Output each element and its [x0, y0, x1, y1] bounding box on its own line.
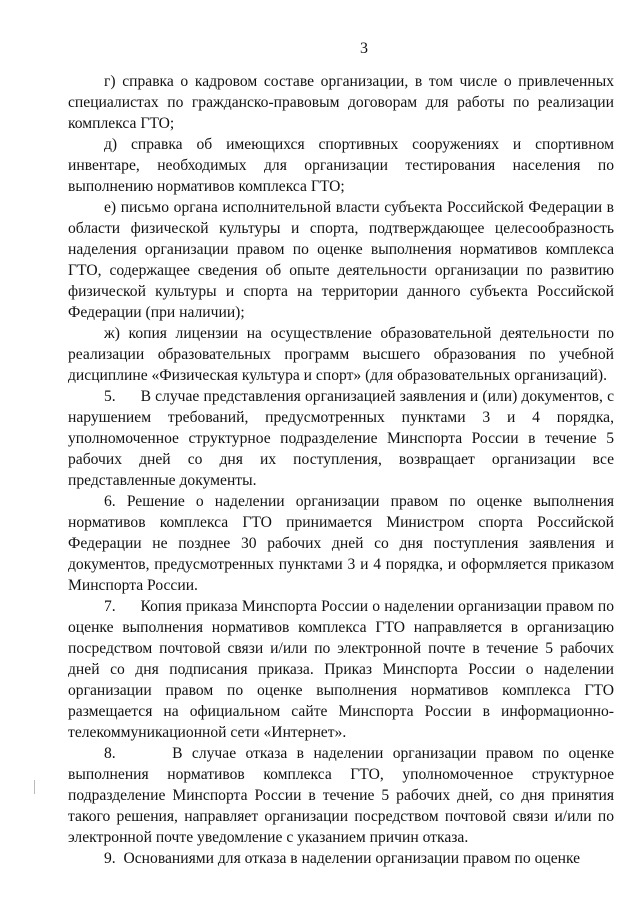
paragraph-clause-7: 7. Копия приказа Минспорта России о наделении организации правом по оценке выполнения нормативов комплекса ГТО направляется в организацию посредством почтовой связи и/или по электронной почте в течение 5 рабочих дней со дня подписания приказа. Приказ Минспорта России о наделении организации правом по оценке выполнения нормативов комплекса ГТО размещается на официальном сайте Минспорта России в информационно-телекоммуникационной сети «Интернет». [68, 598, 614, 741]
page-number: 3 [360, 40, 368, 57]
paragraph-item-d: д) справка об имеющихся спортивных сооружениях и спортивном инвентаре, необходимых для организации тестирования населения по выполнению нормативов комплекса ГТО; [68, 136, 614, 195]
paragraph-clause-5: 5. В случае представления организацией заявления и (или) документов, с нарушением требований, предусмотренных пунктами 3 и 4 порядка, уполномоченное структурное подразделение Минспорта России в течение 5 рабочих дней со дня их поступления, возвращает организации все представленные документы. [68, 388, 614, 489]
document-body [68, 71, 614, 869]
paragraph-clause-6: 6. Решение о наделении организации правом по оценке выполнения нормативов комплекса ГТО принимается Министром спорта Российской Федерации не позднее 30 рабочих дней со дня поступления заявления и документов, предусмотренных пунктами 3 и 4 порядка, и оформляется приказом Минспорта России. [68, 493, 614, 594]
paragraph-item-zh: ж) копия лицензии на осуществление образовательной деятельности по реализации образовательных программ высшего образования по учебной дисциплине «Физическая культура и спорт» (для образовательных организаций). [68, 325, 614, 384]
scan-edge-mark [34, 780, 35, 794]
paragraph-item-g: г) справка о кадровом составе организации, в том числе о привлеченных специалистах по гражданско-правовым договорам для работы по реализации комплекса ГТО; [68, 73, 614, 132]
paragraph-clause-8: 8. В случае отказа в наделении организации правом по оценке выполнения нормативов комплекса ГТО, уполномоченное структурное подразделение Минспорта России в течение 5 рабочих дней, со дня принятия такого решения, направляет организации посредством почтовой связи и/или по электронной почте уведомление с указанием причин отказа. [68, 745, 614, 846]
paragraph-item-e: е) письмо органа исполнительной власти субъекта Российской Федерации в области физической культуры и спорта, подтверждающее целесообразность наделения организации правом по оценке выполнения нормативов комплекса ГТО, содержащее сведения об опыте деятельности организации по развитию физической культуры и спорта на территории данного субъекта Российской Федерации (при наличии); [68, 199, 614, 321]
paragraph-clause-9: 9. Основаниями для отказа в наделении организации правом по оценке [104, 850, 581, 867]
